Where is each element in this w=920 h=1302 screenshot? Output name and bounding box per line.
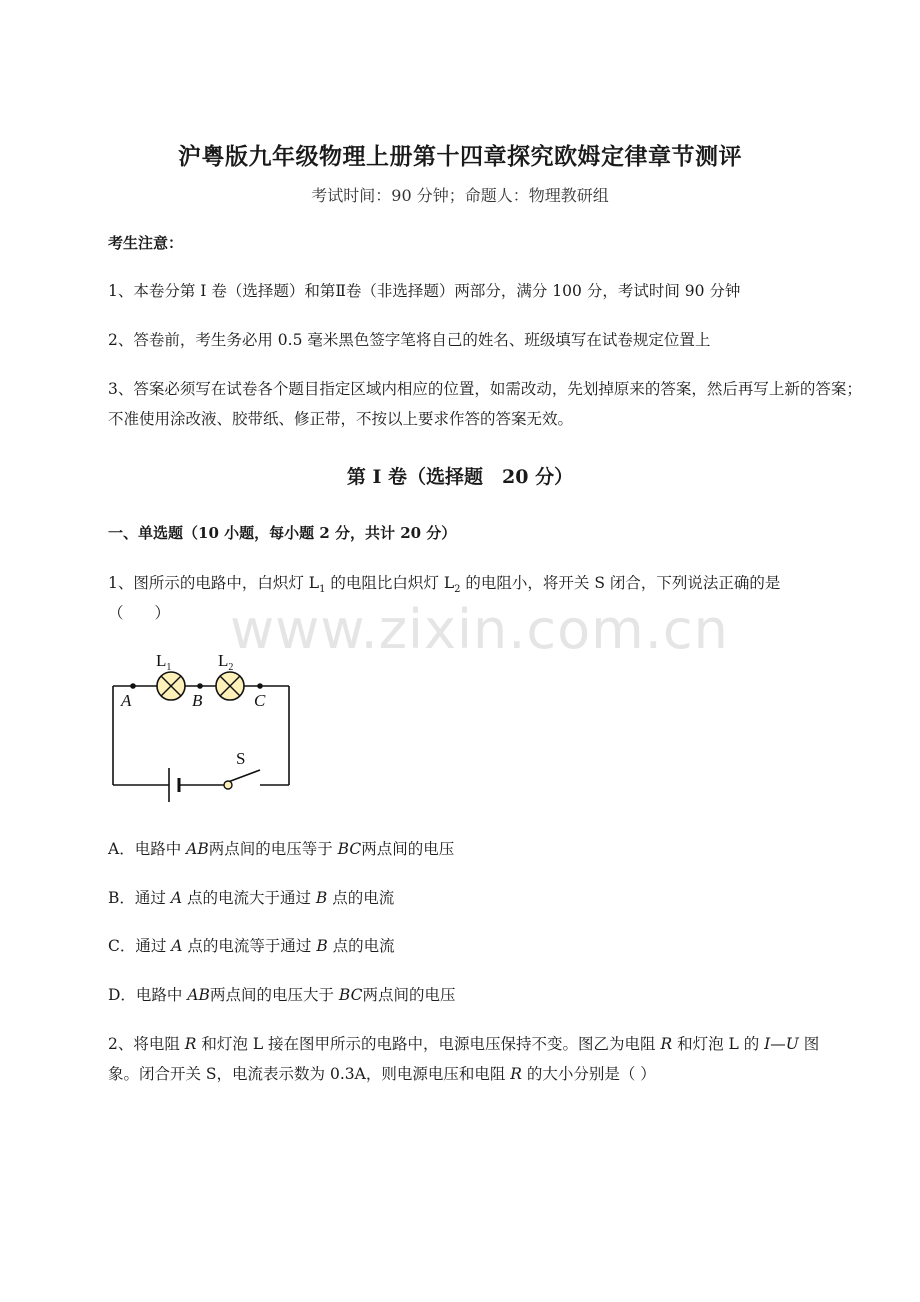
notice-item-2: 2、答卷前，考生务必用 0.5 毫米黑色签字笔将自己的姓名、班级填写在试卷规定位置上 <box>108 331 711 349</box>
question-1-paren: （ ） <box>108 604 171 622</box>
option-d[interactable]: D．电路中 AB两点间的电压大于 BC两点间的电压 <box>108 986 456 1004</box>
node-b-dot <box>197 683 203 689</box>
lamp-l1 <box>157 672 185 700</box>
option-b[interactable]: B．通过 A 点的电流大于通过 B 点的电流 <box>108 889 395 907</box>
label-l2: $L_2$ <box>218 651 234 673</box>
section-title: 第 I 卷（选择题 20 分） <box>346 466 574 488</box>
question-2-line-1: 2、将电阻 R 和灯泡 L 接在图甲所示的电路中，电源电压保持不变。图乙为电阻 R 和灯泡 L 的 I—U 图 <box>108 1035 820 1053</box>
node-a-dot <box>130 683 136 689</box>
option-a[interactable]: A．电路中 AB两点间的电压等于 BC两点间的电压 <box>108 840 455 858</box>
exam-info: 考试时间：90 分钟；命题人：物理教研组 <box>311 186 609 205</box>
part-heading: 一、单选题（10 小题，每小题 2 分，共计 20 分） <box>108 524 457 542</box>
option-c[interactable]: C．通过 A 点的电流等于通过 B 点的电流 <box>108 937 395 955</box>
notice-item-1: 1、本卷分第 I 卷（选择题）和第Ⅱ卷（非选择题）两部分，满分 100 分，考试时间 90 分钟 <box>108 282 741 300</box>
label-b: B <box>192 691 203 710</box>
notice-item-3: 3、答案必须写在试卷各个题目指定区域内相应的位置，如需改动，先划掉原来的答案，然后再写上新的答案；不准使用涂改液、胶带纸、修正带，不按以上要求作答的答案无效。 <box>108 380 862 428</box>
watermark: www.zixin.com.cn <box>230 598 729 661</box>
switch-pivot <box>224 781 232 789</box>
node-c-dot <box>257 683 263 689</box>
question-2-line-2: 象。闭合开关 S，电流表示数为 0.3A，则电源电压和电阻 R 的大小分别是（ ） <box>108 1065 656 1083</box>
question-1-stem: 1、图所示的电路中，白炽灯 $L_1$ 的电阻比白炽灯 $L_2$ 的电阻小，将开关 S 闭合，下列说法正确的是 <box>108 574 781 596</box>
label-l1: $L_1$ <box>156 651 172 673</box>
notice-heading: 考生注意： <box>108 234 184 252</box>
label-s: S <box>236 749 246 768</box>
label-a: A <box>121 691 132 710</box>
circuit-diagram <box>100 640 300 815</box>
label-c: C <box>254 691 266 710</box>
lamp-l2 <box>216 672 244 700</box>
page-title: 沪粤版九年级物理上册第十四章探究欧姆定律章节测评 <box>178 143 742 170</box>
switch-blade <box>228 770 260 782</box>
